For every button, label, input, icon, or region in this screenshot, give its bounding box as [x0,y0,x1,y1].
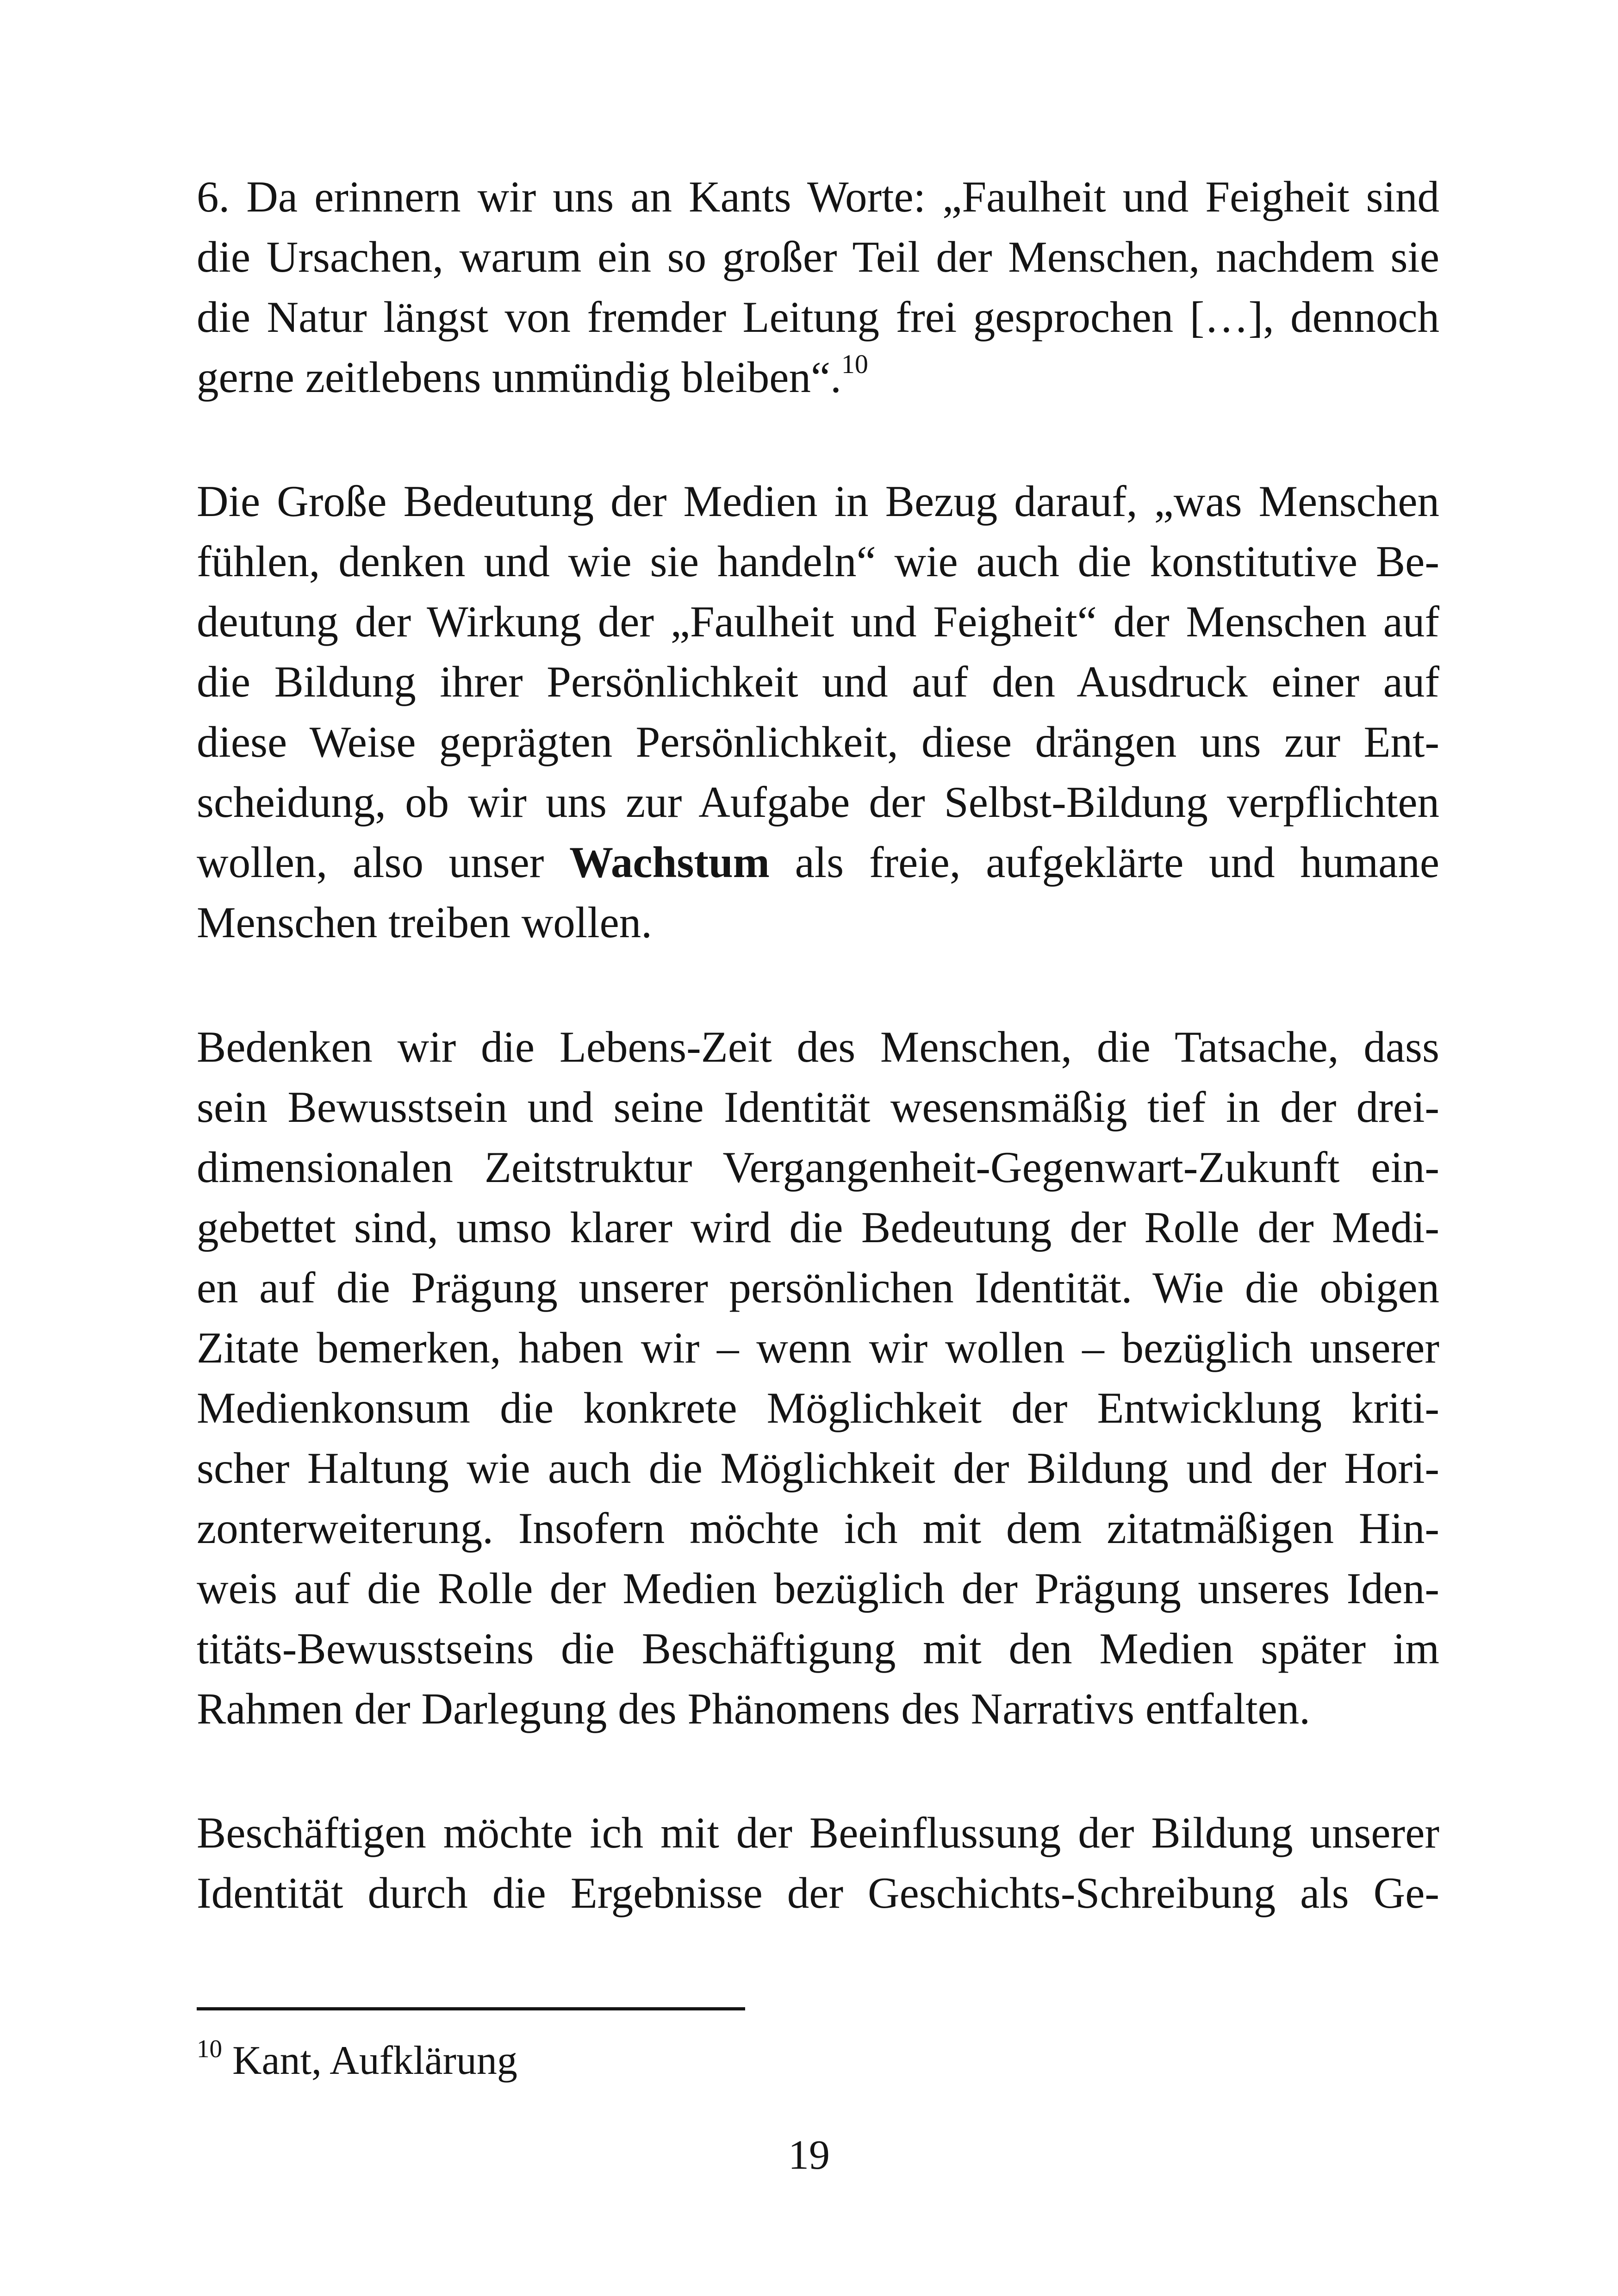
text-line: die Ursachen, warum ein so großer Teil der Menschen, nachdem sie [197,232,1439,281]
footnote [197,2033,517,2089]
text-line: en auf die Prägung unserer persönlichen Identität. Wie die obigen [197,1263,1439,1312]
page-number: 19 [788,2132,830,2178]
text-line: weis auf die Rolle der Medien bezüglich der Prägung unseres Iden- [197,1564,1439,1613]
text-line-with-footnote-ref [197,347,1439,407]
footnote-number: 10 [197,2034,222,2063]
text-line: gebettet sind, umso klarer wird die Bedeutung der Rolle der Medi- [197,1203,1439,1252]
text-line: Medienkonsum die konkrete Möglichkeit der Entwicklung kriti- [197,1383,1439,1432]
text-line: Menschen treiben wollen. [197,898,653,947]
text-line: Die Große Bedeutung der Medien in Bezug darauf, „was Menschen [197,477,1439,526]
text-line: zonterweiterung. Insofern möchte ich mit dem zitatmäßigen Hin- [197,1504,1439,1553]
text-fragment: als freie, aufgeklärte und humane [795,838,1439,887]
text-line: deutung der Wirkung der „Faulheit und Feigheit“ der Menschen auf [197,597,1439,646]
text-line: scher Haltung wie auch die Möglichkeit der Bildung und der Hori- [197,1444,1439,1493]
text-line: fühlen, denken und wie sie handeln“ wie auch die konstitutive Be- [197,537,1439,586]
text-line: diese Weise geprägten Persönlichkeit, diese drängen uns zur Ent- [197,717,1439,766]
emphasized-word: Wachstum [569,838,770,887]
text-line: die Natur längst von fremder Leitung frei gesprochen […], dennoch [197,292,1439,342]
text-line: gerne zeitlebens unmündig bleiben“. [197,353,841,402]
text-line: Rahmen der Darlegung des Phänomens des Narrativs entfalten. [197,1684,1310,1733]
text-line: 6. Da erinnern wir uns an Kants Worte: „Faulheit und Feigheit sind [197,172,1439,221]
text-line-with-emphasis [197,832,1439,892]
text-line: die Bildung ihrer Persönlichkeit und auf den Ausdruck einer auf [197,657,1439,706]
footnote-separator [197,2007,745,2010]
text-fragment: wollen, also unser [197,838,544,887]
text-line: Bedenken wir die Lebens-Zeit des Menschen, die Tatsache, dass [197,1022,1439,1071]
text-line: sein Bewusstsein und seine Identität wesensmäßig tief in der drei- [197,1083,1439,1132]
footnote-text: Kant, Aufklärung [232,2038,517,2083]
text-line: Zitate bemerken, haben wir – wenn wir wollen – bezüglich unserer [197,1323,1439,1372]
text-line: scheidung, ob wir uns zur Aufgabe der Selbst-Bildung verpflichten [197,778,1439,827]
text-line: dimensionalen Zeitstruktur Vergangenheit-Gegenwart-Zukunft ein- [197,1143,1439,1192]
text-line: titäts-Bewusstseins die Beschäftigung mit den Medien später im [197,1624,1439,1673]
footnote-reference: 10 [841,349,868,380]
text-line: Identität durch die Ergebnisse der Geschichts-Schreibung als Ge- [197,1868,1439,1917]
text-line: Beschäftigen möchte ich mit der Beeinflussung der Bildung unserer [197,1808,1439,1857]
